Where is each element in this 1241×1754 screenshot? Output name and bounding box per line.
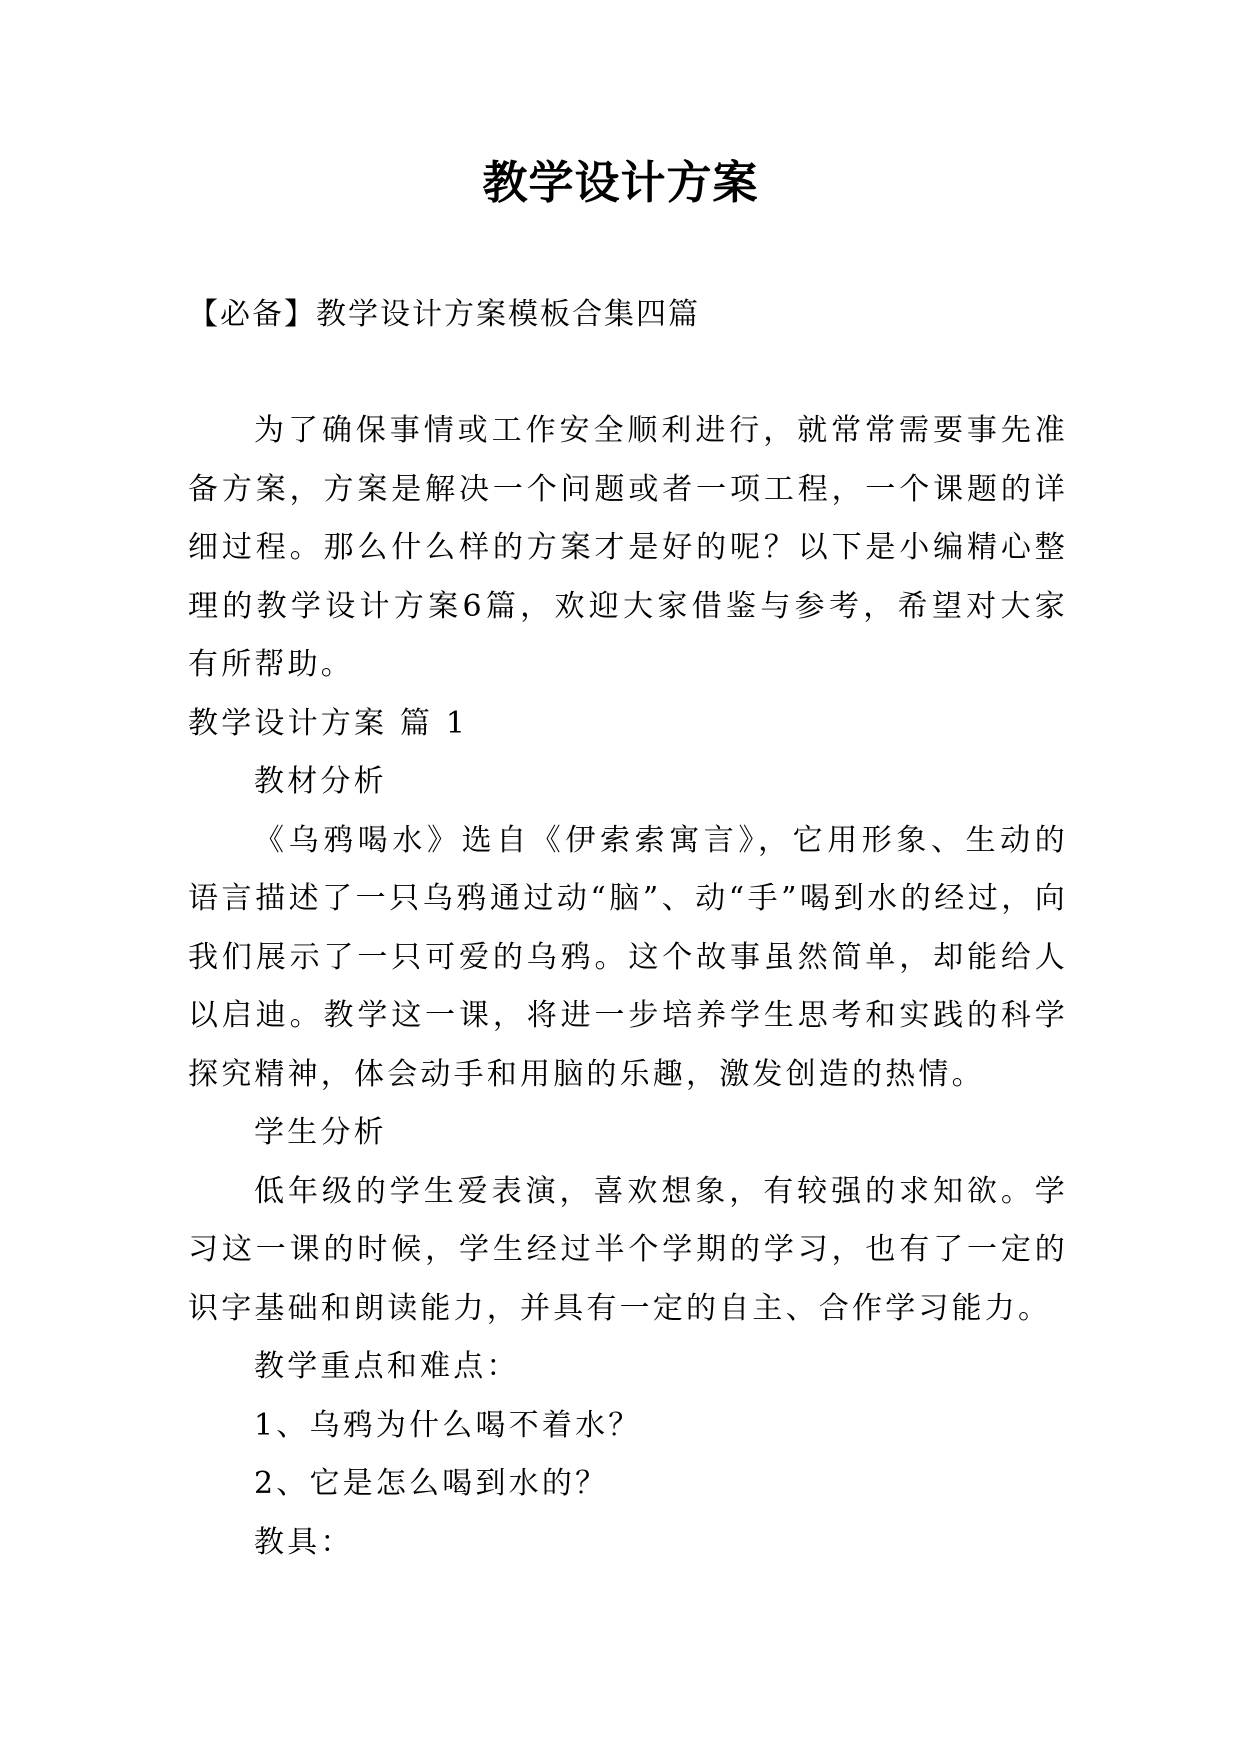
key-point-item: 1、乌鸦为什么喝不着水？ [254, 1407, 642, 1443]
document-body [188, 402, 1068, 1572]
textbook-analysis-heading: 教材分析 [254, 764, 387, 799]
teaching-aids-heading: 教具： [254, 1524, 354, 1560]
textbook-analysis-paragraph: 《乌鸦喝水》选自《伊索索寓言》，它用形象、生动的语言描述了一只乌鸦通过动“脑”、动“手”喝到水的经过，向我们展示了一只可爱的乌鸦。这个故事虽然简单，却能给人以启迪。教学这一课，将进一步培养学生思考和实践的科学探究精神，体会动手和用脑的乐趣，激发创造的热情。 [188, 822, 1068, 1092]
document-title: 教学设计方案 [482, 156, 759, 209]
intro-paragraph: 为了确保事情或工作安全顺利进行，就常常需要事先准备方案，方案是解决一个问题或者一项工程，一个课题的详细过程。那么什么样的方案才是好的呢？以下是小编精心整理的教学设计方案6篇，欢迎大家借鉴与参考，希望对大家有所帮助。 [188, 413, 1068, 682]
key-points-heading: 教学重点和难点： [254, 1349, 520, 1384]
document-subtitle: 【必备】教学设计方案模板合集四篇 [188, 297, 700, 332]
student-analysis-heading: 学生分析 [254, 1115, 387, 1150]
student-analysis-paragraph: 低年级的学生爱表演，喜欢想象，有较强的求知欲。学习这一课的时候，学生经过半个学期的学习，也有了一定的识字基础和朗读能力，并具有一定的自主、合作学习能力。 [188, 1173, 1068, 1326]
section-heading: 教学设计方案 篇 1 [188, 705, 469, 741]
key-point-item: 2、它是怎么喝到水的？ [254, 1466, 609, 1501]
